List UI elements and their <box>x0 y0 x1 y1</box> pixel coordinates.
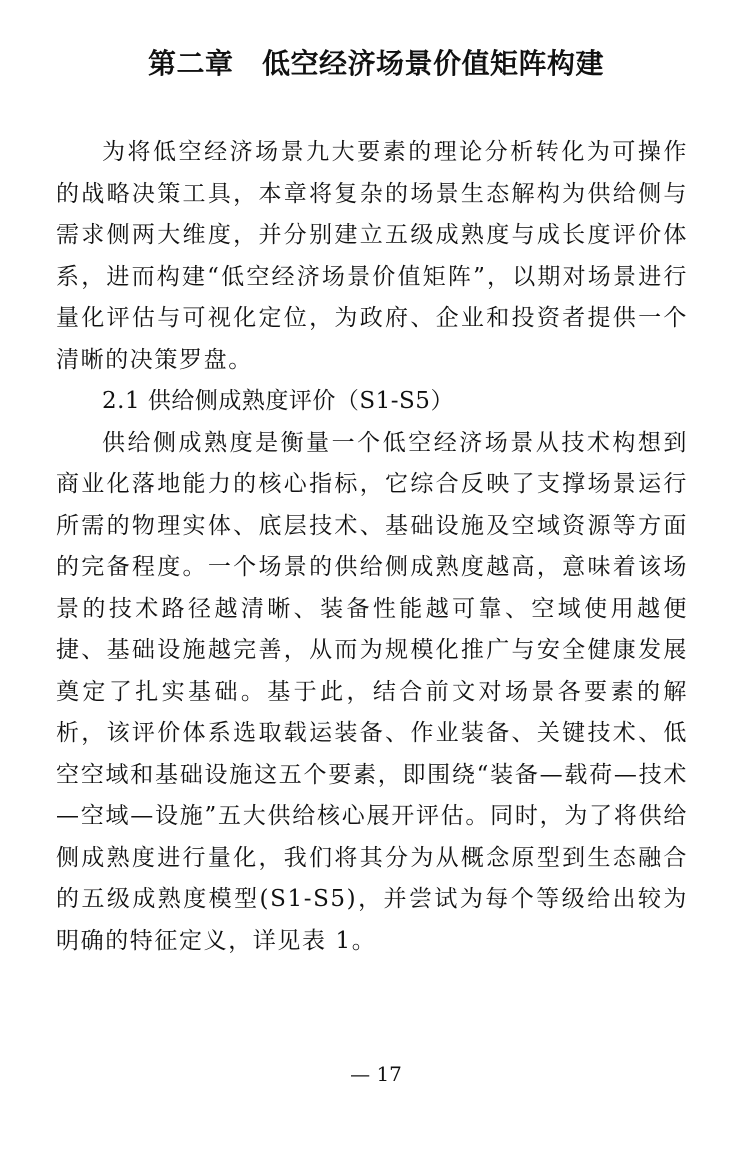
chapter-title: 第二章 低空经济场景价值矩阵构建 <box>147 47 604 80</box>
intro-paragraph: 为将低空经济场景九大要素的理论分析转化为可操作的战略决策工具，本章将复杂的场景生态解构为供给侧与需求侧两大维度，并分别建立五级成熟度与成长度评价体系，进而构建“低空经济场景价值矩阵”，以期对场景进行量化评估与可视化定位，为政府、企业和投资者提供一个清晰的决策罗盘。 <box>56 139 688 373</box>
section-heading: 2.1 供给侧成熟度评价（S1-S5） <box>102 388 454 414</box>
body-text <box>56 132 688 962</box>
section-paragraph: 供给侧成熟度是衡量一个低空经济场景从技术构想到商业化落地能力的核心指标，它综合反映了支撑场景运行所需的物理实体、底层技术、基础设施及空域资源等方面的完备程度。一个场景的供给侧成熟度越高，意味着该场景的技术路径越清晰、装备性能越可靠、空域使用越便捷、基础设施越完善，从而为规模化推广与安全健康发展奠定了扎实基础。基于此，结合前文对场景各要素的解析，该评价体系选取载运装备、作业装备、关键技术、低空空域和基础设施这五个要素，即围绕“装备—载荷—技术—空域—设施”五大供给核心展开评估。同时，为了将供给侧成熟度进行量化，我们将其分为从概念原型到生态融合的五级成熟度模型(S1-S5)，并尝试为每个等级给出较为明确的特征定义，详见表 1。 <box>56 429 688 954</box>
page-number: — 17 <box>350 1062 402 1086</box>
